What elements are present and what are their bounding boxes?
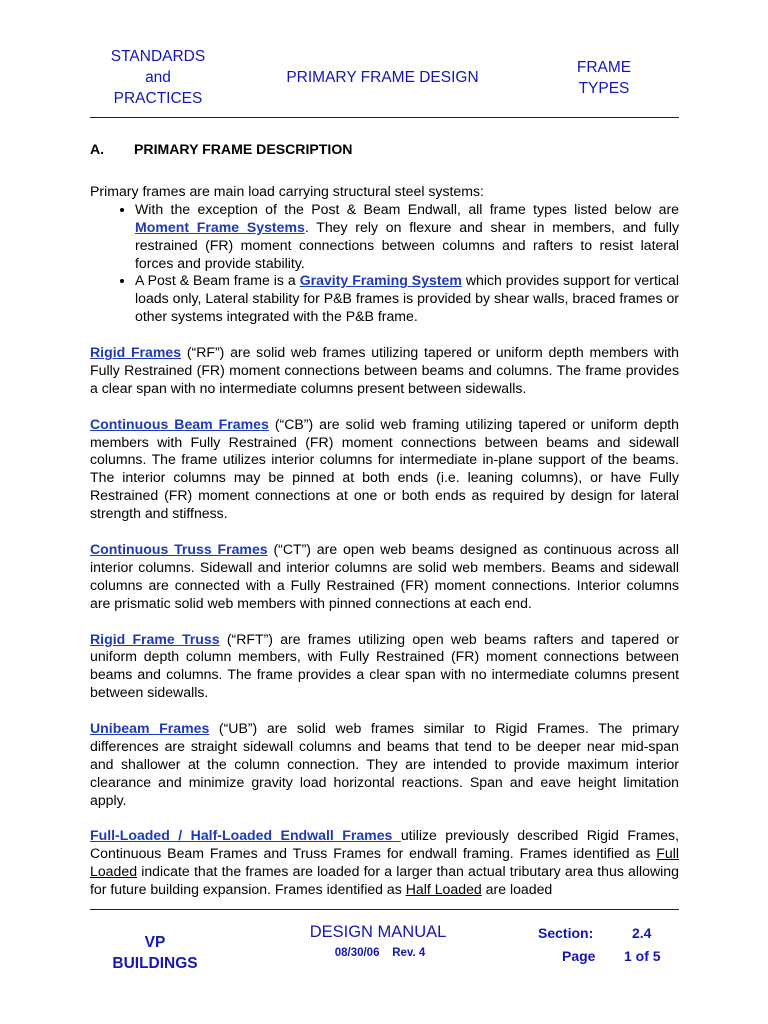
header-left-line-1: STANDARDS bbox=[110, 48, 206, 65]
rigid-frames-link[interactable]: Rigid Frames bbox=[90, 344, 182, 361]
paragraph-text: (“UB”) are solid web frames similar to Rigid Frames. The primary differences are straight sidewall columns and beams that tend to be deeper near mid-span and shallower at the column connection. They are intended to provide maximum interior clearance and minimize gravity load horizontal reactions. Span and eave height limitation apply. bbox=[90, 720, 679, 808]
footer-section-value: 2.4 bbox=[632, 925, 652, 941]
intro-paragraph: Primary frames are main load carrying structural steel systems: bbox=[90, 182, 484, 199]
bullet-text: . They rely on flexure and shear in members, and fully restrained (FR) moment connections between columns and rafters to resist lateral forces and provide stability. bbox=[135, 218, 679, 271]
header-right-title bbox=[530, 57, 678, 99]
footer-page-value: 1 of 5 bbox=[624, 948, 661, 964]
rigid-frames-paragraph bbox=[90, 344, 679, 398]
document-body bbox=[90, 141, 679, 899]
bullet-text: With the exception of the Post & Beam Endwall, all frame types listed below are bbox=[135, 200, 679, 217]
continuous-beam-frames-paragraph bbox=[90, 416, 679, 523]
frame-system-list bbox=[90, 201, 679, 326]
section-heading bbox=[90, 141, 679, 159]
continuous-beam-frames-link[interactable]: Continuous Beam Frames bbox=[90, 415, 269, 432]
endwall-frames-paragraph bbox=[90, 827, 679, 899]
unibeam-frames-link[interactable]: Unibeam Frames bbox=[90, 720, 210, 737]
paragraph-text: indicate that the frames are loaded for a larger than actual tributary area thus allowing for future building expansion. Frames identified as bbox=[90, 863, 679, 898]
header-left-line-2: and bbox=[145, 69, 171, 86]
header-left-title bbox=[78, 46, 238, 109]
footer-date-rev bbox=[300, 947, 460, 959]
rigid-frame-truss-paragraph bbox=[90, 631, 679, 703]
rigid-frame-truss-link[interactable]: Rigid Frame Truss bbox=[90, 630, 220, 647]
paragraph-text: (“CB”) are solid web framing utilizing tapered or uniform depth members with Fully Restrained (FR) moment connections between beams and sidewall columns. The frame utilizes interior columns for intermediate in-plane support of the beams. The interior columns may be pinned at both ends (i.e. leaning columns), or have Fully Restrained (FR) moment connections at one or both ends as required by design for lateral strength and stiffness. bbox=[90, 415, 679, 522]
footer-company-line-2: BUILDINGS bbox=[112, 955, 198, 972]
footer-rule bbox=[90, 909, 679, 910]
bullet-text: A Post & Beam frame is a bbox=[135, 272, 300, 289]
continuous-truss-frames-paragraph bbox=[90, 541, 679, 613]
half-loaded-term: Half Loaded bbox=[405, 881, 482, 898]
full-loaded-term: Full Loaded bbox=[90, 845, 679, 880]
footer-section-label: Section: bbox=[538, 925, 594, 941]
section-number: A. bbox=[90, 141, 105, 157]
list-item bbox=[135, 201, 679, 273]
paragraph-text: (“RF”) are solid web frames utilizing tapered or uniform depth members with Fully Restrained (FR) moment connections between beams and columns. The frame provides a clear span with no intermediate columns present between sidewalls. bbox=[90, 344, 679, 396]
footer-revision: Rev. 4 bbox=[392, 947, 426, 959]
header-rule bbox=[90, 117, 679, 118]
continuous-truss-frames-link[interactable]: Continuous Truss Frames bbox=[90, 540, 268, 557]
list-item bbox=[135, 272, 679, 326]
paragraph-text: utilize previously described Rigid Frames, Continuous Beam Frames and Truss Frames for endwall framing. Frames identified as bbox=[90, 827, 679, 862]
header-right-line-2: TYPES bbox=[578, 80, 630, 97]
paragraph-text: (“CT”) are open web beams designed as continuous across all interior columns. Sidewall and interior columns are solid web members. Beams and sidewall columns are connected with a Fully Restrained (FR) moment connections. Interior columns are prismatic solid web members with pinned connections at each end. bbox=[90, 540, 679, 611]
paragraph-text: (“RFT”) are frames utilizing open web beams rafters and tapered or uniform depth column members, with Fully Restrained (FR) moment connections between beams and columns. The frame provides a clear span with no intermediate columns present between sidewalls. bbox=[90, 630, 679, 701]
section-title: PRIMARY FRAME DESCRIPTION bbox=[134, 141, 353, 157]
header-left-line-3: PRACTICES bbox=[113, 90, 203, 107]
footer-company bbox=[80, 932, 230, 974]
footer-date: 08/30/06 bbox=[334, 947, 380, 959]
endwall-frames-link[interactable]: Full-Loaded / Half-Loaded Endwall Frames bbox=[90, 827, 401, 844]
footer-page-label: Page bbox=[562, 948, 596, 964]
unibeam-frames-paragraph bbox=[90, 720, 679, 810]
paragraph-text: are loaded bbox=[481, 881, 553, 898]
gravity-framing-system-link[interactable]: Gravity Framing System bbox=[299, 272, 462, 289]
bullet-text: which provides support for vertical loads only, Lateral stability for P&B frames is provided by shear walls, braced frames or other systems integrated with the P&B frame. bbox=[135, 272, 680, 325]
footer-manual-title: DESIGN MANUAL bbox=[309, 923, 447, 941]
moment-frame-systems-link[interactable]: Moment Frame Systems bbox=[135, 218, 305, 235]
footer-company-line-1: VP bbox=[144, 934, 166, 951]
header-right-line-1: FRAME bbox=[576, 59, 632, 76]
header-center-title: PRIMARY FRAME DESIGN bbox=[286, 69, 479, 86]
